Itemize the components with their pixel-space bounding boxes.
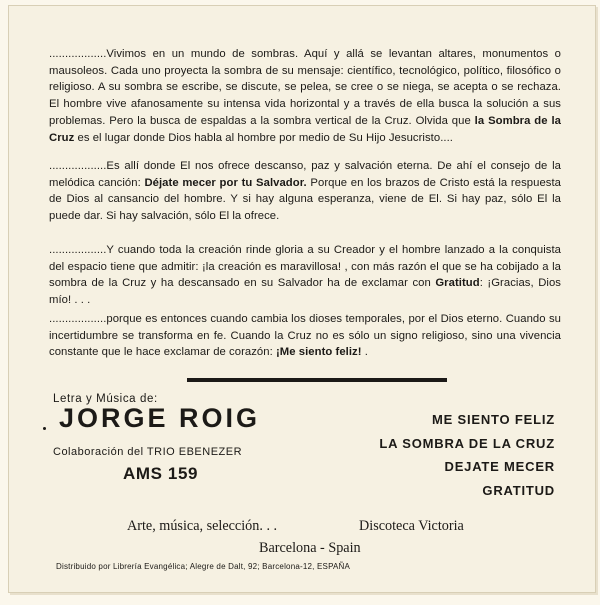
- paragraph-text: ..................Es allí donde El nos ofrece descanso, paz y salvación eterna. De ahí el consejo de la melódica canción:: [49, 160, 561, 189]
- liner-paragraph-4: [49, 311, 561, 361]
- liner-paragraph-2: [49, 158, 561, 225]
- label-name: Discoteca Victoria: [359, 518, 464, 534]
- paragraph-emphasis: la Sombra de la Cruz: [49, 114, 561, 144]
- paragraph-emphasis: ¡Me siento feliz!: [275, 346, 362, 359]
- paragraph-text: ..................porque es entonces cuando cambia los dioses temporales, por el Dios eterno. Cuando su incertidumbre se transforma en fe. Cuando la Cruz no es sólo un signo religioso, sino una vivencia constante que le hace exclamar de corazón:: [49, 313, 561, 359]
- artist-name: JORGE ROIG: [59, 403, 261, 433]
- liner-paragraph-1: [49, 46, 561, 146]
- paragraph-text: .: [361, 346, 368, 359]
- track-title: ME SIENTO FELIZ: [432, 412, 555, 427]
- track-list: [379, 408, 555, 502]
- liner-paragraph-3: [49, 242, 561, 309]
- divider-rule: [187, 378, 447, 382]
- paragraph-text: ..................Y cuando toda la creación rinde gloria a su Creador y el hombre lanzado a la conquista del espacio tiene que admitir: ¡la creación es maravillosa! , con más razón el que se ha cobijado a la sombra de la Cruz y ha descansado en su Salvador ha de exclamar con: [49, 244, 561, 290]
- paragraph-text: es el lugar donde Dios habla al hombre por medio de Su Hijo Jesucristo....: [74, 131, 453, 144]
- paragraph-text: ..................Vivimos en un mundo de sombras. Aquí y allá se levantan altares, monumentos o mausoleos. Cada uno proyecta la sombra de su mensaje: científico, tecnológico, político, filosófico o religioso. A su sombra se escribe, se discute, se pelea, se cree o se niega, se acepta o se rechaza. El hombre vive afanosamente su intensa vida horizontal y a través de ella busca la solución a sus problemas. Pero la busca de espaldas a la sombra vertical de la Cruz. Olvida que: [49, 48, 561, 127]
- paragraph-text: : ¡Gracias, Dios mío! . . .: [49, 277, 561, 307]
- paragraph-text: Porque en los brazos de Cristo está la respuesta de Dios al cansancio del hombre. Y si hay alguna esperanza, viene de El. Si hay paz, sólo El la puede dar. Si hay salvación, sólo El la ofrece.: [49, 176, 561, 223]
- record-back-cover: [8, 5, 596, 593]
- track-title: DEJATE MECER: [444, 459, 555, 474]
- label-location: Barcelona - Spain: [259, 540, 361, 556]
- imprint-credit: Arte, música, selección. . .: [127, 518, 278, 534]
- credit-label: Letra y Música de:: [53, 393, 158, 405]
- bullet-dot: [43, 427, 46, 430]
- track-title: GRATITUD: [482, 482, 555, 498]
- catalog-number: AMS 159: [123, 464, 199, 483]
- distribution-note: Distribuido por Librería Evangélica; Alegre de Dalt, 92; Barcelona-12, ESPAÑA: [56, 562, 351, 571]
- collaboration-credit: Colaboración del TRIO EBENEZER: [53, 446, 243, 458]
- paragraph-emphasis: Déjate mecer por tu Salvador.: [144, 176, 307, 189]
- paragraph-emphasis: Gratitud: [435, 277, 480, 290]
- track-title: LA SOMBRA DE LA CRUZ: [379, 435, 555, 451]
